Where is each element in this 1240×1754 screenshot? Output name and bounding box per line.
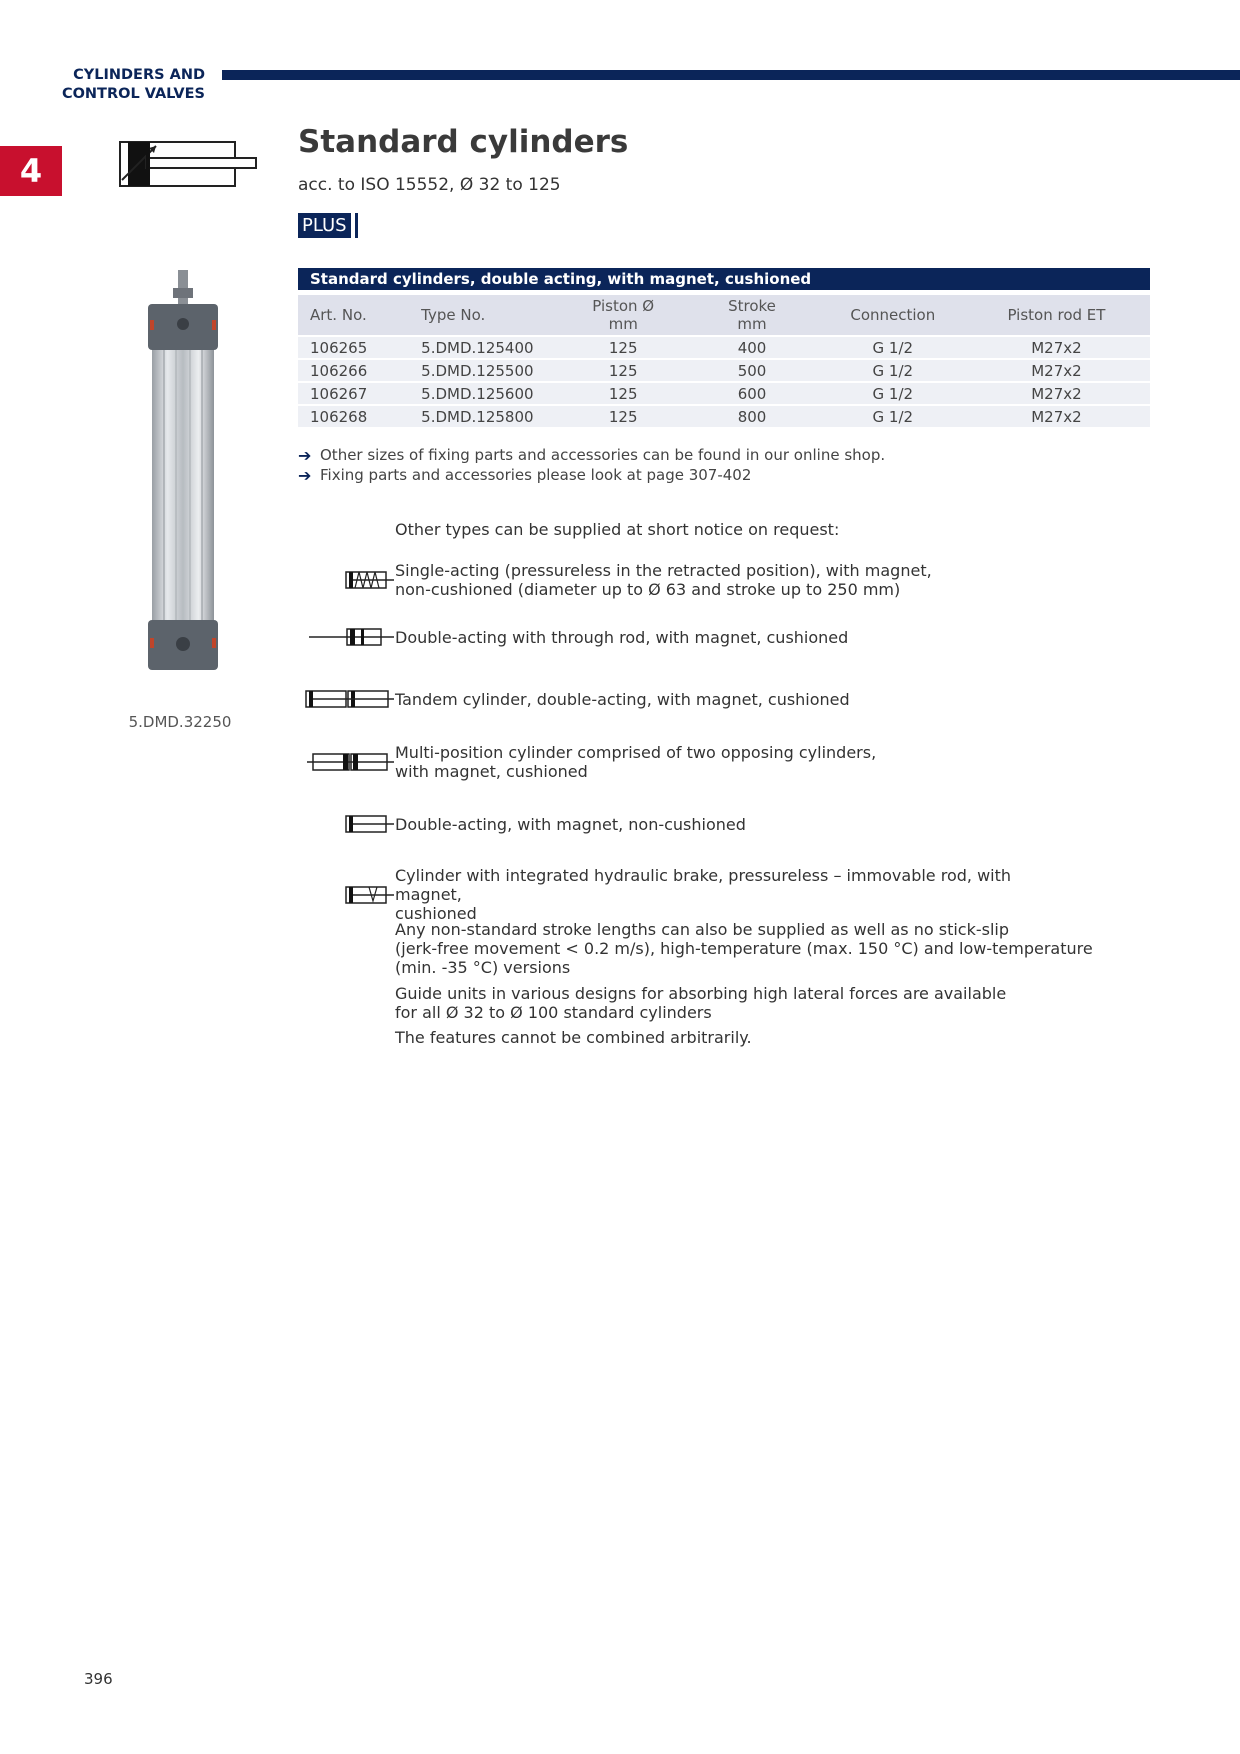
- header-connection: Connection: [823, 293, 963, 337]
- product-table: [298, 268, 1150, 427]
- page-title: Standard cylinders: [298, 124, 629, 160]
- cell-type-no: 5.DMD.125400: [409, 336, 565, 359]
- cell-piston-rod: M27x2: [963, 359, 1150, 382]
- variant-text: [395, 743, 1075, 781]
- page-subtitle: acc. to ISO 15552, Ø 32 to 125: [298, 175, 561, 195]
- cell-piston: 125: [565, 336, 681, 359]
- cell-piston: 125: [565, 359, 681, 382]
- variant-text: [395, 866, 1075, 923]
- arrow-right-icon: ➔: [298, 465, 312, 485]
- paragraph-non-standard: [395, 920, 1095, 977]
- table-row: [298, 382, 1150, 405]
- variant-line2: non-cushioned (diameter up to Ø 63 and stroke up to 250 mm): [395, 580, 901, 599]
- cell-piston: 125: [565, 382, 681, 405]
- non-cushioned-cylinder-icon: [345, 813, 395, 835]
- variant-line1: Double-acting with through rod, with magnet, cushioned: [395, 627, 849, 647]
- cell-connection: G 1/2: [823, 359, 963, 382]
- plus-badge-label: PLUS: [298, 213, 351, 238]
- table-row: [298, 405, 1150, 427]
- header-stroke-unit: mm: [737, 315, 767, 333]
- paragraph-line: (jerk-free movement < 0.2 m/s), high-temperature (max. 150 °C) and low-temperature: [395, 939, 1093, 958]
- variant-text: [395, 815, 1075, 834]
- variant-non-cushioned: [298, 809, 1075, 839]
- variant-line1: Cylinder with integrated hydraulic brake, pressureless – immovable rod, with magnet,: [395, 866, 1012, 904]
- note-online-shop[interactable]: [298, 446, 885, 466]
- cell-stroke: 800: [681, 405, 822, 427]
- variant-line2: cushioned: [395, 904, 477, 923]
- variant-line1: Tandem cylinder, double-acting, with magnet, cushioned: [395, 689, 850, 709]
- table-header-row: [298, 293, 1150, 337]
- variant-line1: Single-acting (pressureless in the retracted position), with magnet,: [395, 561, 932, 580]
- section-label-line1: CYLINDERS AND: [73, 67, 205, 83]
- paragraph-line: Guide units in various designs for absorbing high lateral forces are available: [395, 984, 1007, 1003]
- paragraph-line: Any non-standard stroke lengths can also be supplied as well as no stick-slip: [395, 920, 1009, 939]
- cylinder-symbol-icon: [118, 132, 260, 190]
- variant-line2: with magnet, cushioned: [395, 762, 588, 781]
- header-stroke-label: Stroke: [728, 297, 776, 315]
- cell-stroke: 400: [681, 336, 822, 359]
- variant-through-rod: [298, 622, 1075, 652]
- variant-line1: Double-acting, with magnet, non-cushioned: [395, 814, 746, 834]
- hydraulic-brake-cylinder-icon: [345, 884, 395, 906]
- variant-multi-position: [298, 743, 1075, 781]
- paragraph-line: The features cannot be combined arbitrarily.: [395, 1028, 752, 1047]
- photo-caption: 5.DMD.32250: [128, 713, 232, 731]
- header-art-no: Art. No.: [298, 293, 409, 337]
- header-type-no: Type No.: [409, 293, 565, 337]
- cell-type-no: 5.DMD.125600: [409, 382, 565, 405]
- table-row: [298, 359, 1150, 382]
- note-text: Other sizes of fixing parts and accessories can be found in our online shop.: [320, 446, 886, 464]
- header-piston: [565, 293, 681, 337]
- cell-stroke: 600: [681, 382, 822, 405]
- variant-tandem: [298, 684, 1075, 714]
- table-row: [298, 336, 1150, 359]
- cell-piston-rod: M27x2: [963, 336, 1150, 359]
- header-stroke: [681, 293, 822, 337]
- variant-hydraulic-brake: [298, 866, 1075, 923]
- arrow-right-icon: ➔: [298, 446, 312, 465]
- chapter-tab[interactable]: 4: [0, 146, 62, 196]
- cell-piston-rod: M27x2: [963, 405, 1150, 427]
- cell-piston: 125: [565, 405, 681, 427]
- tandem-cylinder-icon: [305, 688, 395, 710]
- variant-text: [395, 561, 1075, 599]
- cell-connection: G 1/2: [823, 336, 963, 359]
- header-piston-unit: mm: [608, 315, 638, 333]
- paragraph-features: [395, 1028, 1095, 1047]
- single-acting-spring-cylinder-icon: [345, 569, 395, 591]
- cell-art-no[interactable]: 106267: [298, 382, 409, 405]
- header-piston-rod: Piston rod ET: [963, 293, 1150, 337]
- variant-single-acting: [298, 561, 1075, 599]
- section-label: [40, 66, 205, 104]
- paragraph-line: for all Ø 32 to Ø 100 standard cylinders: [395, 1003, 712, 1022]
- cell-type-no: 5.DMD.125500: [409, 359, 565, 382]
- cell-type-no: 5.DMD.125800: [409, 405, 565, 427]
- table-caption: Standard cylinders, double acting, with magnet, cushioned: [298, 268, 1150, 290]
- multi-position-cylinder-icon: [307, 751, 395, 773]
- cell-art-no[interactable]: 106266: [298, 359, 409, 382]
- other-types-intro: Other types can be supplied at short notice on request:: [395, 520, 840, 539]
- paragraph-guide-units: [395, 984, 1095, 1022]
- header-bar: [222, 70, 1240, 80]
- variant-line1: Multi-position cylinder comprised of two opposing cylinders,: [395, 743, 877, 762]
- cell-connection: G 1/2: [823, 405, 963, 427]
- cell-stroke: 500: [681, 359, 822, 382]
- cylinder-product-photo: [140, 268, 225, 704]
- cell-piston-rod: M27x2: [963, 382, 1150, 405]
- section-label-line2: CONTROL VALVES: [61, 86, 205, 102]
- header-piston-label: Piston Ø: [592, 297, 655, 315]
- paragraph-line: (min. -35 °C) versions: [395, 958, 571, 977]
- cell-art-no[interactable]: 106265: [298, 336, 409, 359]
- page-number: 396: [84, 1670, 113, 1688]
- note-text: Fixing parts and accessories please look at page 307-402: [320, 465, 752, 484]
- through-rod-cylinder-icon: [309, 626, 395, 648]
- variant-text: [395, 690, 1075, 709]
- cell-art-no[interactable]: 106268: [298, 405, 409, 427]
- cell-connection: G 1/2: [823, 382, 963, 405]
- note-fixing-parts[interactable]: [298, 466, 885, 486]
- plus-badge-bar: [355, 213, 358, 238]
- variant-text: [395, 628, 1075, 647]
- plus-badge: [298, 213, 358, 238]
- notes-list: [298, 446, 885, 485]
